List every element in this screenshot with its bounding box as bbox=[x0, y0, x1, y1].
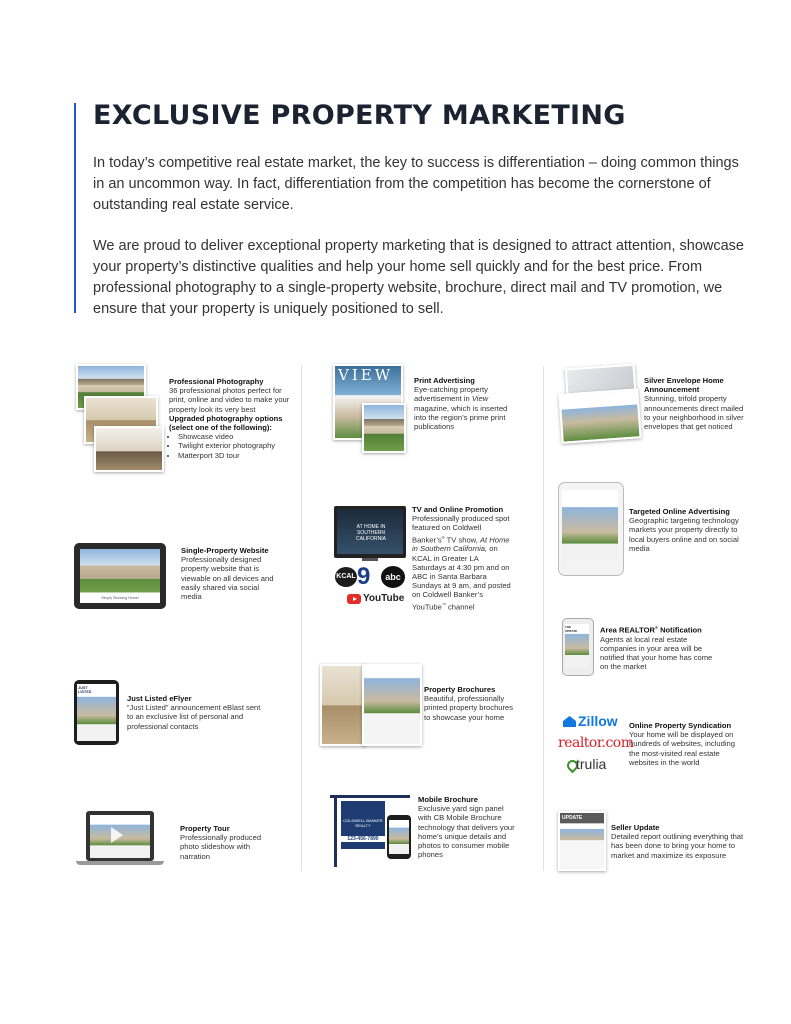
item-heading: Area REALTOR® Notification bbox=[600, 625, 702, 635]
website-caption: Simply Stunning Home! bbox=[101, 596, 139, 600]
page-title: EXCLUSIVE PROPERTY MARKETING bbox=[93, 100, 626, 131]
item-description: Geographic targeting technology markets your property directly to local buyers online and on social media bbox=[629, 516, 739, 553]
announcement-card bbox=[558, 388, 641, 443]
item-heading: Professional Photography bbox=[169, 377, 264, 386]
item-heading: Just Listed eFlyer bbox=[127, 694, 192, 703]
laptop-base bbox=[76, 861, 164, 865]
item-heading: TV and Online Promotion bbox=[412, 505, 504, 514]
play-icon bbox=[111, 827, 123, 843]
item-description: Professionally produced photo slideshow with narration bbox=[180, 833, 262, 861]
sign-post bbox=[334, 797, 337, 867]
magazine-page bbox=[362, 403, 406, 453]
item-heading: Property Tour bbox=[180, 824, 230, 833]
ad-screen bbox=[562, 490, 618, 566]
intro-paragraph: In today’s competitive real estate market, the key to success is differentiation – doing common things in an uncommon way. In fact, differentiation from the competition has become the cornerstone of outstanding real estate service. bbox=[93, 155, 739, 213]
sign-post bbox=[330, 795, 410, 798]
item-heading: Property Brochures bbox=[424, 685, 496, 694]
bullet-list bbox=[169, 432, 294, 460]
item-description: Stunning, trifold property announcements direct mailed to your neighborhood in silver envelopes that get noticed bbox=[644, 394, 744, 432]
item-subheading: Upgraded photography options (select one of the following): bbox=[169, 413, 283, 433]
item-description: Professionally designed property website that is viewable on all devices and easily shared via social media bbox=[181, 555, 274, 602]
item-heading: Print Advertising bbox=[414, 376, 475, 385]
youtube-play-icon bbox=[353, 597, 357, 601]
trulia-logo: trulia bbox=[576, 756, 607, 772]
kcal-logo: KCAL bbox=[335, 567, 357, 587]
zillow-logo: Zillow bbox=[578, 713, 618, 729]
item-heading: Mobile Brochure bbox=[418, 795, 478, 804]
brochure-page bbox=[320, 664, 366, 746]
realtor-logo: realtor.com bbox=[558, 735, 634, 751]
abc-logo: abc bbox=[381, 566, 405, 588]
item-heading: Online Property Syndication bbox=[629, 721, 732, 730]
accent-bar bbox=[74, 103, 76, 313]
column-divider bbox=[543, 366, 544, 871]
report-label: UPDATE bbox=[562, 815, 583, 821]
phone-screen bbox=[389, 820, 409, 854]
tv-screen-text: AT HOME IN SOUTHERN CALIFORNIA bbox=[355, 524, 386, 542]
magazine-title: VIEW bbox=[338, 366, 394, 384]
item-description: Exclusive yard sign panel with CB Mobile Brochure technology that delivers your home’s unique details and photos to consumer mobile phones bbox=[418, 804, 515, 860]
zillow-icon bbox=[563, 716, 576, 727]
item-description: Agents at local real estate companies in your area will be notified that your home has come on the market bbox=[600, 634, 713, 672]
item-description: Professionally produced spot featured on Coldwell Banker’s® TV show, At Home in Southern California, on KCAL in Greater LA Saturdays at 4:30 pm and on ABC in Santa Barbara Sundays at 9 am, and posted on Coldwell Banker’s YouTube™ channel bbox=[412, 514, 511, 612]
list-item: • Matterport 3D tour bbox=[178, 451, 294, 460]
item-description: Your home will be displayed on hundreds of websites, including the most-visited real estate websites in the world bbox=[629, 730, 735, 767]
website-screen bbox=[80, 549, 160, 603]
item-description: Eye-catching property advertisement in View magazine, which is inserted into the region’s prime print publications bbox=[414, 385, 508, 432]
list-item: • Twilight exterior photography bbox=[178, 441, 294, 450]
photo-thumbnail bbox=[94, 426, 164, 472]
item-heading: Single-Property Website bbox=[181, 546, 269, 555]
brochure-page bbox=[362, 664, 422, 746]
item-description: Detailed report outlining everything that has been done to bring your home to market and maximize its exposure bbox=[611, 832, 744, 860]
column-divider bbox=[301, 366, 302, 871]
youtube-logo: YouTube bbox=[363, 593, 405, 604]
eflyer-label: JUST LISTED bbox=[78, 686, 92, 694]
sign-phone: 123-456-7890 bbox=[341, 836, 385, 842]
item-heading: Silver Envelope Home Announcement bbox=[644, 376, 724, 395]
sign-brand: COLDWELL BANKER REALTY bbox=[343, 818, 383, 828]
channel-nine-logo: 9 bbox=[357, 563, 371, 590]
list-item: • Showcase video bbox=[178, 432, 294, 441]
notification-label: THE UPDATE bbox=[565, 625, 578, 633]
item-description: Beautiful, professionally printed property brochures to showcase your home bbox=[424, 694, 514, 722]
item-heading: Targeted Online Advertising bbox=[629, 507, 730, 516]
tv-stand bbox=[362, 558, 378, 561]
body-paragraph: We are proud to deliver exceptional property marketing that is designed to attract attention, showcase your property’s distinctive qualities and help your home sell quickly and for the best price. From professional photography to a single-property website, brochure, direct mail and TV promotion, we ensure that your property is uniquely positioned to sell. bbox=[93, 238, 744, 317]
item-description: “Just Listed” announcement eBlast sent to an exclusive list of personal and professional contacts bbox=[127, 703, 261, 731]
item-heading: Seller Update bbox=[611, 823, 660, 832]
item-description: 36 professional photos perfect for print, online and video to make your property look its very best bbox=[169, 386, 290, 414]
